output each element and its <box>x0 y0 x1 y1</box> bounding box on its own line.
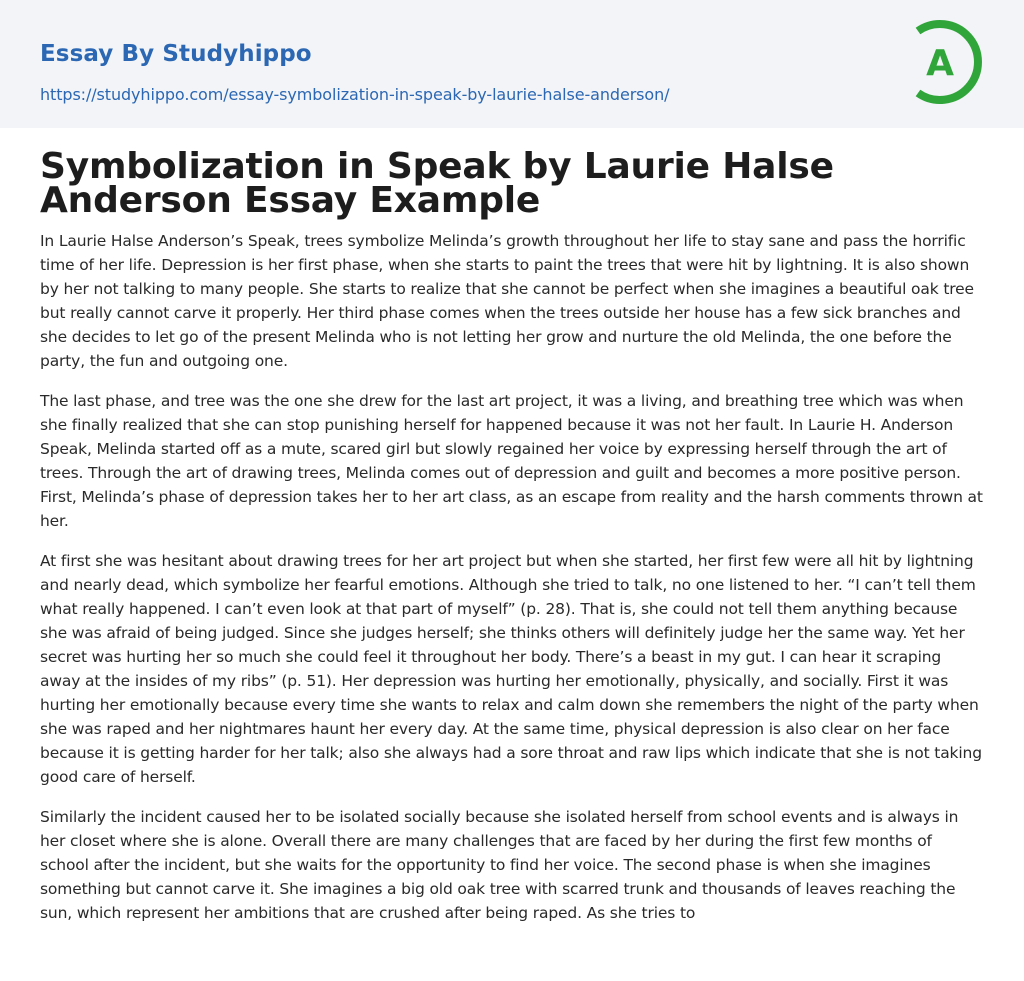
article-paragraph: At first she was hesitant about drawing trees for her art project but when she started, her first few were all hit by lightning and nearly dead, which symbolize her fearful emotions. Although she tried to talk, no one listened to her. “I can’t tell them what really happened. I can’t even look at that part of myself” (p. 28). That is, she could not tell them anything because she was afraid of being judged. Since she judges herself; she thinks others will definitely judge her the same way. Yet her secret was hurting her so much she could feel it throughout her body. There’s a beast in my gut. I can hear it scraping away at the insides of my ribs” (p. 51). Her depression was hurting her emotionally, physically, and socially. First it was hurting her emotionally because every time she wants to relax and calm down she remembers the night of the party when she was raped and her nightmares haunt her every day. At the same time, physical depression is also clear on her face because it is getting harder for her talk; also she always had a sore throat and raw lips which indicate that she is not taking good care of herself. <box>40 552 982 786</box>
site-header <box>0 0 1024 128</box>
site-title[interactable]: Essay By Studyhippo <box>40 41 312 67</box>
article-paragraph: The last phase, and tree was the one she drew for the last art project, it was a living, and breathing tree which was when she finally realized that she can stop punishing herself for happened because it was not her fault. In Laurie H. Anderson Speak, Melinda started off as a mute, scared girl but slowly regained her voice by expressing herself through the art of trees. Through the art of drawing trees, Melinda comes out of depression and guilt and becomes a more positive person. First, Melinda’s phase of depression takes her to her art class, as an escape from reality and the harsh comments thrown at her. <box>40 392 983 530</box>
article-title: Symbolization in Speak by Laurie Halse Anderson Essay Example <box>40 146 834 221</box>
article-paragraph: In Laurie Halse Anderson’s Speak, trees symbolize Melinda’s growth throughout her life to stay sane and pass the horrific time of her life. Depression is her first phase, when she starts to paint the trees that were hit by lightning. It is also shown by her not talking to many people. She starts to realize that she cannot be perfect when she imagines a beautiful oak tree but really cannot carve it properly. Her third phase comes when the trees outside her house has a few sick branches and she decides to let go of the present Melinda who is not letting her grow and nurture the old Melinda, the one before the party, the fun and outgoing one. <box>40 232 974 370</box>
logo-letter: A <box>926 43 954 84</box>
article-body <box>40 229 985 941</box>
studyhippo-logo-icon[interactable] <box>910 17 990 107</box>
article-paragraph: Similarly the incident caused her to be isolated socially because she isolated herself from school events and is always in her closet where she is alone. Overall there are many challenges that are faced by her during the first few months of school after the incident, but she waits for the opportunity to find her voice. The second phase is when she imagines something but cannot carve it. She imagines a big old oak tree with scarred trunk and thousands of leaves reaching the sun, which represent her ambitions that are crushed after being raped. As she tries to <box>40 808 959 922</box>
page-url-link[interactable]: https://studyhippo.com/essay-symbolization-in-speak-by-laurie-halse-anderson/ <box>40 85 670 104</box>
